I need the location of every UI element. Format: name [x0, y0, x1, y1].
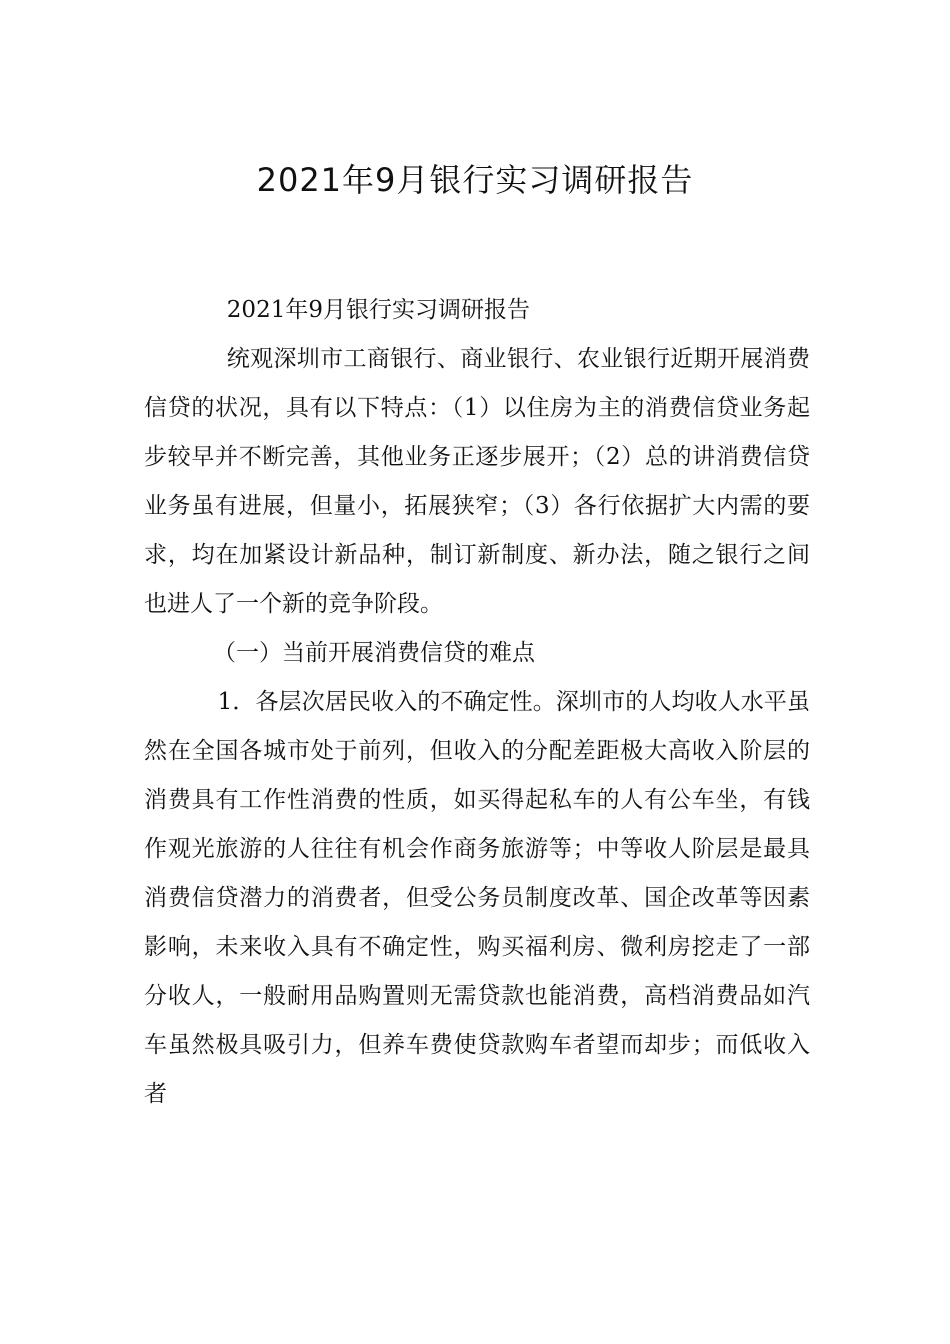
document-body — [144, 286, 810, 1119]
document-title: 2021年9月银行实习调研报告 — [256, 161, 694, 199]
document-subtitle: 2021年9月银行实习调研报告 — [226, 297, 530, 323]
paragraph-overview: 统观深圳市工商银行、商业银行、农业银行近期开展消费信贷的状况，具有以下特点：（1）以住房为主的消费信贷业务起步较早并不断完善，其他业务正逐步展开；（2）总的讲消费信贷业务虽有进展，但量小，拓展狭窄；（3）各行依据扩大内需的要求，均在加紧设计新品种，制订新制度、新办法，随之银行之间也进人了一个新的竞争阶段。 — [144, 346, 810, 617]
section-heading-difficulties: （一）当前开展消费信贷的难点 — [213, 640, 535, 666]
paragraph-income-uncertainty: 1．各层次居民收入的不确定性。深圳市的人均收人水平虽然在全国各城市处于前列，但收入的分配差距极大高收入阶层的消费具有工作性消费的性质，如买得起私车的人有公车坐，有钱作观光旅游的人往往有机会作商务旅游等；中等收人阶层是最具消费信贷潜力的消费者，但受公务员制度改革、国企改革等因素影响，未来收入具有不确定性，购买福利房、微利房挖走了一部分收人，一般耐用品购置则无需贷款也能消费，高档消费品如汽车虽然极具吸引力，但养车费使贷款购车者望而却步；而低收入者 — [144, 689, 810, 1107]
